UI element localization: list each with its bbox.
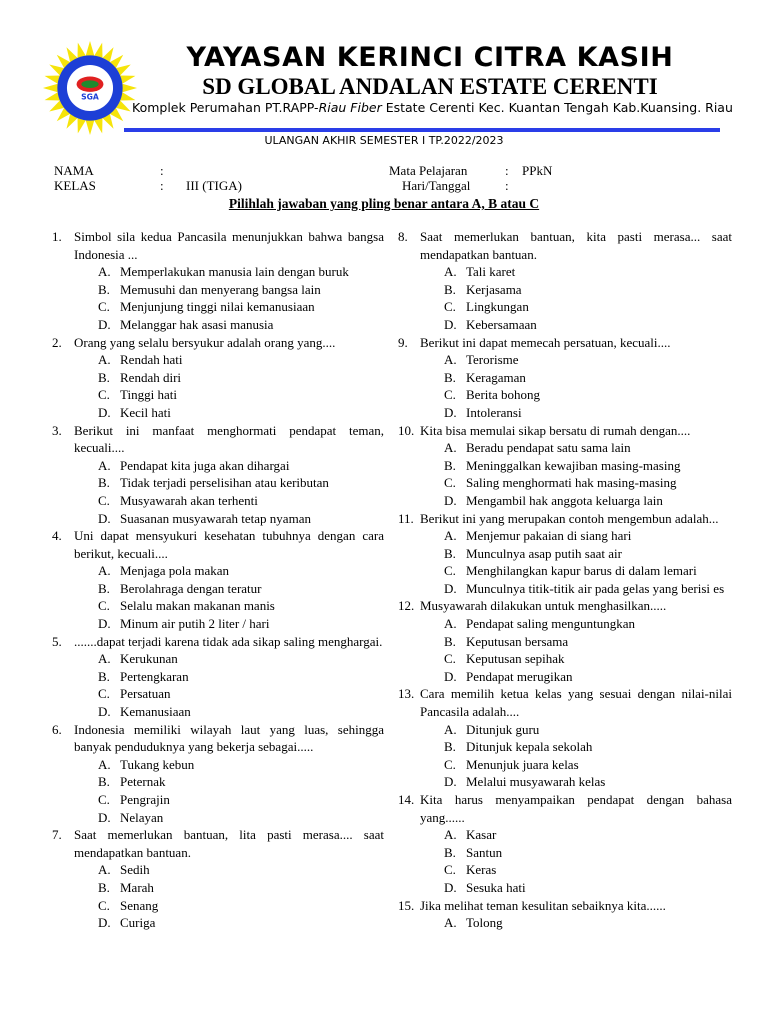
answer-option [398, 844, 732, 862]
option-letter: B. [98, 475, 110, 491]
option-text: Sedih [120, 862, 150, 878]
option-text: Menjunjung tinggi nilai kemanusiaan [120, 299, 315, 315]
answer-option [398, 457, 732, 475]
option-letter: A. [444, 440, 457, 456]
option-letter: B. [98, 774, 110, 790]
option-letter: A. [98, 352, 111, 368]
option-text: Kebersamaan [466, 316, 537, 332]
question-number: 7. [52, 827, 62, 843]
mapel-label: Mata Pelajaran [389, 163, 468, 178]
logo-ray [94, 43, 102, 58]
option-letter: B. [444, 281, 456, 297]
answer-option [52, 369, 384, 387]
option-letter: A. [98, 457, 111, 473]
nama-colon: : [160, 163, 164, 178]
answer-option [52, 351, 384, 369]
hari-label: Hari/Tanggal [402, 178, 471, 193]
question [398, 685, 732, 720]
option-text: Tinggi hati [120, 387, 177, 403]
answer-option [398, 369, 732, 387]
option-text: Pendapat merugikan [466, 668, 573, 684]
option-letter: A. [98, 862, 111, 878]
kelas-label: KELAS [54, 178, 96, 193]
option-text: Ditunjuk kepala sekolah [466, 739, 593, 755]
logo-center-text: SGA [81, 92, 99, 102]
school-logo [42, 40, 138, 136]
question [398, 791, 732, 826]
question-text: Simbol sila kedua Pancasila menunjukkan bahwa bangsa Indonesia ... [74, 229, 384, 262]
question-text: Kita bisa memulai sikap bersatu di rumah dengan.... [420, 422, 691, 438]
question-text: Uni dapat mensyukuri kesehatan tubuhnya dengan cara berikut, kecuali.... [74, 528, 384, 561]
answer-option [52, 914, 384, 932]
foundation-name: YAYASAN KERINCI CITRA KASIH [186, 42, 674, 73]
option-text: Peternak [120, 774, 166, 790]
questions-column-left [52, 228, 384, 932]
option-text: Pengrajin [120, 792, 170, 807]
answer-option [398, 263, 732, 281]
option-letter: C. [98, 387, 110, 403]
answer-option [52, 703, 384, 721]
option-letter: B. [98, 369, 110, 385]
option-text: Beradu pendapat satu sama lain [466, 440, 631, 456]
option-letter: C. [98, 299, 110, 315]
option-text: Keputusan bersama [466, 633, 569, 649]
option-letter: B. [98, 879, 110, 895]
question [52, 527, 384, 562]
question-text: Saat memerlukan bantuan, kita pasti merasa... saat mendapatkan bantuan. [420, 229, 732, 262]
question-text: Berikut ini manfaat menghormati pendapat teman, kecuali.... [74, 422, 384, 456]
answer-option [398, 281, 732, 299]
question [398, 422, 732, 440]
address-part: Estate Cerenti Kec. Kuantan Tengah Kab.Kuansing. Riau [381, 100, 733, 115]
option-letter: D. [444, 879, 457, 895]
option-text: Berolahraga dengan teratur [120, 580, 262, 596]
question [398, 228, 732, 263]
hari-colon: : [505, 178, 509, 193]
logo-ray [45, 76, 60, 84]
option-text: Musyawarah akan terhenti [120, 492, 258, 508]
option-text: Tolong [466, 915, 503, 931]
answer-option [52, 615, 384, 633]
option-letter: B. [98, 580, 110, 596]
answer-option [52, 879, 384, 897]
answer-option [52, 404, 384, 422]
answer-option [52, 457, 384, 475]
option-text: Marah [120, 879, 154, 895]
option-letter: A. [444, 264, 457, 280]
question-number: 1. [52, 229, 62, 244]
school-address [132, 100, 733, 115]
option-letter: B. [444, 844, 456, 860]
question [52, 228, 384, 263]
question-number: 9. [398, 334, 408, 350]
answer-option [398, 738, 732, 756]
question [52, 422, 384, 457]
question-text: Musyawarah dilakukan untuk menghasilkan..... [420, 598, 667, 614]
instruction: Pilihlah jawaban yang pling benar antara A, B atau C [228, 196, 540, 211]
option-text: Suasanan musyawarah tetap nyaman [120, 510, 311, 526]
exam-title: ULANGAN AKHIR SEMESTER I TP.2022/2023 [264, 134, 504, 147]
mapel-value: PPkN [522, 163, 553, 178]
answer-option [52, 773, 384, 791]
answer-option [52, 580, 384, 598]
question-text: Berikut ini dapat memecah persatuan, kecuali.... [420, 334, 671, 350]
question-number: 15. [398, 897, 415, 913]
answer-option [52, 650, 384, 668]
option-letter: A. [444, 721, 457, 737]
option-letter: D. [444, 404, 457, 420]
option-text: Tali karet [466, 264, 516, 280]
logo-ray [78, 43, 86, 58]
answer-option [52, 791, 384, 809]
answer-option [398, 721, 732, 739]
answer-option [398, 562, 732, 580]
answer-option [52, 263, 384, 281]
answer-option [52, 562, 384, 580]
answer-option [398, 668, 732, 686]
option-letter: B. [444, 457, 456, 473]
answer-option [52, 281, 384, 299]
option-text: Keragaman [466, 369, 526, 385]
answer-option [52, 492, 384, 510]
option-letter: D. [444, 774, 457, 790]
address-italic: Riau Fiber [318, 100, 382, 115]
answer-option [398, 386, 732, 404]
option-text: Menghilangkan kapur barus di dalam lemari [466, 563, 697, 579]
option-text: Terorisme [466, 352, 519, 368]
option-letter: D. [444, 492, 457, 508]
option-text: Pendapat saling menguntungkan [466, 616, 635, 632]
answer-option [398, 527, 732, 545]
option-letter: A. [98, 563, 111, 579]
option-text: Keputusan sepihak [466, 651, 565, 667]
option-text: Ditunjuk guru [466, 721, 540, 737]
address-part: Komplek Perumahan PT.RAPP- [132, 100, 319, 115]
option-text: Melanggar hak asasi manusia [120, 316, 274, 332]
answer-option [398, 914, 732, 932]
option-text: Sesuka hati [466, 879, 526, 895]
answer-option [52, 510, 384, 528]
option-text: Kerjasama [466, 281, 522, 297]
answer-option [52, 298, 384, 316]
answer-option [398, 351, 732, 369]
question-text: Jika melihat teman kesulitan sebaiknya kita...... [420, 897, 666, 913]
logo-ray [45, 92, 60, 100]
question-text: Cara memilih ketua kelas yang sesuai dengan nilai-nilai Pancasila adalah.... [420, 686, 732, 720]
option-letter: B. [98, 668, 110, 684]
question [398, 897, 732, 915]
question [52, 633, 384, 651]
option-text: Menjemur pakaian di siang hari [466, 528, 632, 544]
logo-ray [94, 118, 102, 133]
question-number: 11. [398, 510, 414, 526]
header-divider [124, 128, 720, 132]
answer-option [52, 685, 384, 703]
answer-option [398, 545, 732, 563]
option-letter: A. [444, 352, 457, 368]
question [52, 826, 384, 861]
question-text: Orang yang selalu bersyukur adalah orang yang.... [74, 334, 336, 350]
question-number: 4. [52, 528, 62, 544]
option-text: Berita bohong [466, 387, 541, 403]
option-letter: A. [98, 264, 111, 280]
option-text: Menunjuk juara kelas [466, 756, 579, 772]
answer-option [398, 316, 732, 334]
question-number: 13. [398, 686, 415, 702]
question-number: 2. [52, 334, 62, 350]
option-letter: C. [98, 897, 110, 913]
questions-column-right [398, 228, 732, 932]
option-letter: B. [444, 633, 456, 649]
answer-option [398, 773, 732, 791]
question-number: 14. [398, 792, 415, 807]
question-number: 5. [52, 633, 62, 649]
option-text: Kecil hati [120, 404, 171, 420]
option-text: Selalu makan makanan manis [120, 598, 275, 614]
option-letter: D. [444, 580, 457, 596]
answer-option [52, 809, 384, 827]
question [398, 334, 732, 352]
option-letter: D. [98, 404, 111, 420]
option-letter: A. [444, 528, 457, 544]
mapel-colon: : [505, 163, 509, 178]
option-text: Lingkungan [466, 299, 529, 315]
option-letter: C. [444, 299, 456, 315]
answer-option [52, 386, 384, 404]
option-text: Saling menghormati hak masing-masing [466, 475, 677, 491]
option-letter: D. [444, 668, 457, 684]
question-text: Berikut ini yang merupakan contoh mengembun adalah... [420, 510, 719, 526]
option-letter: C. [444, 563, 456, 579]
option-letter: B. [444, 369, 456, 385]
option-text: Pertengkaran [120, 668, 189, 684]
option-text: Kerukunan [120, 651, 178, 667]
question-number: 12. [398, 598, 415, 614]
question-number: 8. [398, 229, 408, 244]
answer-option [52, 756, 384, 774]
option-letter: C. [98, 686, 110, 702]
option-text: Minum air putih 2 liter / hari [120, 616, 270, 632]
option-text: Santun [466, 844, 503, 860]
option-letter: D. [98, 915, 111, 931]
option-text: Menjaga pola makan [120, 563, 230, 579]
option-text: Persatuan [120, 686, 171, 702]
answer-option [398, 404, 732, 422]
answer-option [398, 615, 732, 633]
option-text: Munculnya asap putih saat air [466, 545, 622, 561]
answer-option [398, 879, 732, 897]
school-name: SD GLOBAL ANDALAN ESTATE CERENTI [202, 74, 658, 99]
logo-ray [43, 84, 58, 93]
option-text: Kemanusiaan [120, 704, 191, 720]
option-letter: B. [444, 739, 456, 755]
option-text: Nelayan [120, 809, 164, 825]
logo-ray [78, 118, 86, 133]
option-text: Tukang kebun [120, 756, 195, 772]
option-text: Rendah hati [120, 352, 183, 368]
nama-label: NAMA [54, 163, 94, 178]
answer-option [398, 826, 732, 844]
option-letter: D. [98, 616, 111, 632]
option-letter: D. [98, 809, 111, 825]
option-letter: D. [98, 316, 111, 332]
question [52, 721, 384, 756]
option-letter: C. [444, 862, 456, 878]
option-letter: D. [98, 704, 111, 720]
answer-option [398, 439, 732, 457]
option-letter: A. [98, 651, 111, 667]
option-letter: A. [444, 616, 457, 632]
answer-option [398, 474, 732, 492]
option-letter: C. [444, 756, 456, 772]
option-text: Munculnya titik-titik air pada gelas yang berisi es [466, 580, 725, 596]
option-text: Memperlakukan manusia lain dengan buruk [120, 264, 349, 280]
question-text: Indonesia memiliki wilayah laut yang luas, sehingga banyak penduduknya yang bekerja sebagai..... [74, 721, 384, 755]
answer-option [52, 316, 384, 334]
option-text: Mengambil hak anggota keluarga lain [466, 492, 663, 508]
answer-option [52, 474, 384, 492]
question [398, 510, 732, 528]
option-text: Memusuhi dan menyerang bangsa lain [120, 281, 321, 297]
option-text: Senang [120, 897, 159, 913]
option-letter: C. [444, 475, 456, 491]
answer-option [52, 861, 384, 879]
option-text: Pendapat kita juga akan dihargai [120, 457, 290, 473]
option-letter: C. [98, 792, 110, 807]
option-text: Melalui musyawarah kelas [466, 774, 606, 790]
option-text: Curiga [120, 915, 156, 931]
option-letter: A. [98, 756, 111, 772]
kelas-colon: : [160, 178, 164, 193]
option-text: Kasar [466, 827, 497, 843]
logo-ray [86, 41, 95, 56]
answer-option [398, 633, 732, 651]
kelas-value: III (TIGA) [186, 178, 242, 193]
answer-option [398, 580, 732, 598]
question-number: 3. [52, 422, 62, 438]
option-letter: D. [444, 316, 457, 332]
option-letter: C. [444, 651, 456, 667]
option-letter: B. [444, 545, 456, 561]
option-letter: C. [98, 598, 110, 614]
option-letter: A. [444, 827, 457, 843]
answer-option [398, 492, 732, 510]
option-text: Rendah diri [120, 369, 182, 385]
option-text: Tidak terjadi perselisihan atau keributan [120, 475, 329, 491]
answer-option [398, 650, 732, 668]
question [398, 597, 732, 615]
answer-option [398, 756, 732, 774]
option-text: Intoleransi [466, 404, 522, 420]
answer-option [398, 861, 732, 879]
option-letter: A. [444, 915, 457, 931]
option-letter: C. [98, 492, 110, 508]
question-number: 10. [398, 422, 415, 438]
question-text: Kita harus menyampaikan pendapat dengan bahasa yang...... [420, 792, 732, 825]
question-number: 6. [52, 721, 62, 737]
option-text: Keras [466, 862, 497, 878]
option-letter: C. [444, 387, 456, 403]
answer-option [52, 597, 384, 615]
logo-ray [86, 120, 95, 135]
question-text: .......dapat terjadi karena tidak ada sikap saling menghargai. [74, 633, 383, 649]
option-letter: B. [98, 281, 110, 297]
answer-option [52, 897, 384, 915]
question [52, 334, 384, 352]
option-text: Meninggalkan kewajiban masing-masing [466, 457, 681, 473]
option-letter: D. [98, 510, 111, 526]
answer-option [398, 298, 732, 316]
question-text: Saat memerlukan bantuan, lita pasti merasa.... saat mendapatkan bantuan. [74, 827, 384, 860]
answer-option [52, 668, 384, 686]
